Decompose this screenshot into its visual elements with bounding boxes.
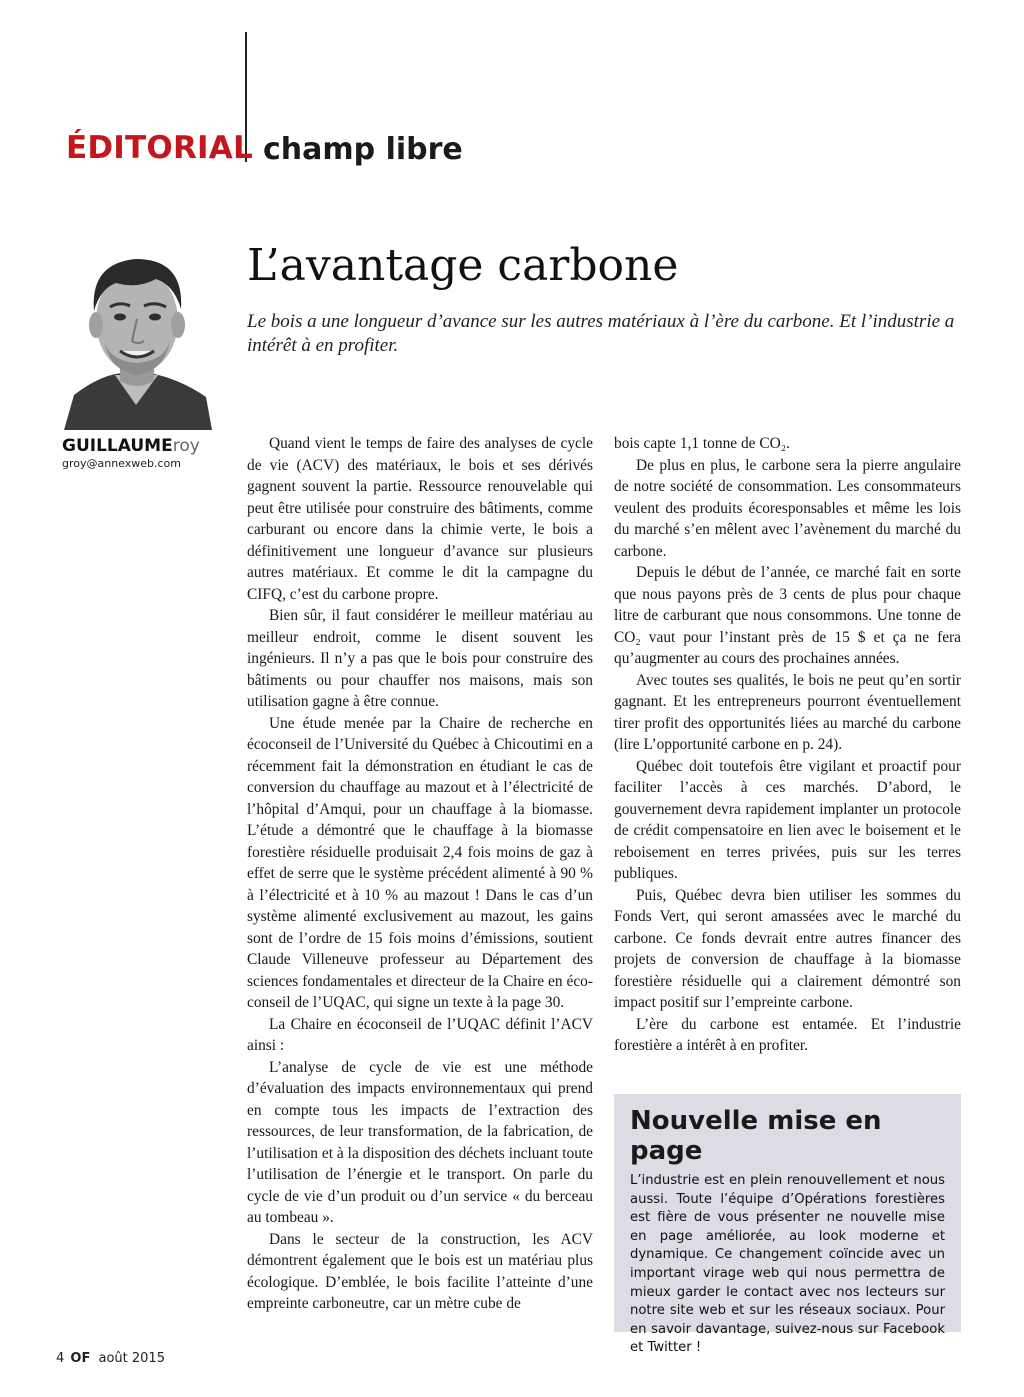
- body-paragraph-continued: bois capte 1,1 tonne de CO₂.: [614, 435, 790, 452]
- article-title: L’avantage carbone: [247, 240, 679, 291]
- issue-date: août 2015: [98, 1351, 165, 1366]
- body-column-left: [247, 433, 593, 1315]
- body-paragraph: Avec toutes ses qualités, le bois ne peut qu’en sortir gagnant. Et les entrepreneurs pourront éventuellement tirer profit des opportunités liées au marché du carbone (lire L’opportunité carbone en p. 24).: [614, 671, 961, 753]
- author-last-name: roy: [172, 436, 200, 456]
- author-name: [62, 436, 200, 456]
- magazine-brand: OF: [70, 1351, 91, 1366]
- sidebar-box: [614, 1094, 961, 1356]
- sidebar-title: Nouvelle mise en page: [630, 1106, 882, 1166]
- page-footer: [56, 1351, 165, 1366]
- body-paragraph: Québec doit toutefois être vigilant et proactif pour faciliter l’accès à ces marchés. D’abord, le gouvernement devra rapidement implanter un protocole de crédit compensatoire en lien avec le boisement et le reboisement en terres privées, puis sur les terres publiques.: [614, 757, 961, 882]
- body-paragraph: De plus en plus, le carbone sera la pierre angulaire de notre société de consommation. Les consommateurs veulent des produits écoresponsables et même les lois du marché s’en mêlent avec l’avènement du marché du carbone.: [614, 456, 961, 560]
- author-email: groy@annexweb.com: [62, 457, 182, 470]
- body-paragraph: L’analyse de cycle de vie est une méthode d’évaluation des impacts environnementaux qui prend en compte tous les impacts de l’extraction des ressources, de leur transformation, de la fabrication, de l’utilisation et à la disposition des déchets incluant toute l’utilisation de l’énergie et le transport. On parle du cycle de vie d’un produit ou d’un service « du berceau au tombeau ».: [247, 1058, 593, 1226]
- sidebar-text: L’industrie est en plein renouvellement et nous aussi. Toute l’équipe d’Opérations forestières est fière de vous présenter ne nouvelle mise en page améliorée, au look moderne et dynamique. Ce changement coïncide avec un important virage web qui nous permettra de mieux garder le contact avec nos lecteurs sur notre site web et sur les réseaux sociaux. Pour en savoir davantage, suivez-nous sur Facebook et Twitter !: [630, 1173, 945, 1356]
- author-photo: [60, 245, 212, 430]
- body-paragraph: Puis, Québec devra bien utiliser les sommes du Fonds Vert, qui seront amassées avec le marché du carbone. Ce fonds devrait entre autres financer des projets de conversion de chauffage à la biomasse forestière résiduelle qui a clairement démontré son impact positif sur l’empreinte carbone.: [614, 886, 961, 1011]
- body-paragraph: Quand vient le temps de faire des analyses de cycle de vie (ACV) des matériaux, le bois et ses dérivés gagnent souvent la partie. Ressource renouvelable qui peut être utilisée pour construire des bâtiments, comme carburant ou encore dans la chimie verte, le bois a définitivement une longueur d’avance sur plusieurs autres matériaux. Et comme le dit la campagne du CIFQ, c’est du carbone propre.: [247, 435, 593, 603]
- body-paragraph: L’ère du carbone est entamée. Et l’industrie forestière a intérêt à en profiter.: [614, 1015, 961, 1054]
- body-paragraph: Bien sûr, il faut considérer le meilleur matériau au meilleur endroit, comme le disent souvent les ingénieurs. Il n’y a pas que le bois pour construire des bâtiments ou pour chauffer nos maisons, mais son utilisation gagne à être connue.: [247, 607, 593, 710]
- body-paragraph: Depuis le début de l’année, ce marché fait en sorte que nous payons près de 3 cents de plus pour chaque litre de carburant que nous consommons. Une tonne de CO₂ vaut pour l’instant près de 15 $ et ça ne fera qu’augmenter au cours des prochaines années.: [614, 564, 961, 667]
- author-first-name: GUILLAUME: [62, 436, 173, 456]
- body-paragraph: Une étude menée par la Chaire de recherche en écoconseil de l’Université du Québec à Chicoutimi en a récemment fait la démonstration en étudiant le cas de conversion du chauffage au mazout et à l’électricité de l’hôpital d’Amqui, pour un chauffage à la biomasse. L’étude a démontré que le chauffage à la biomasse forestière résiduelle produisait 2,4 fois moins de gaz à effet de serre que le système précédent alimenté à 90 % à l’électricité et à 10 % au mazout ! Dans le cas d’un système alimenté exclusivement au mazout, les gains sont de l’ordre de 15 fois moins d’émissions, soutient Claude Villeneuve professeur au Département des sciences fondamentales et directeur de la Chaire en éco-conseil de l’UQAC, qui signe un texte à la page 30.: [247, 714, 593, 1011]
- body-column-right: [614, 433, 961, 1057]
- page-number: 4: [56, 1351, 65, 1366]
- body-paragraph: La Chaire en écoconseil de l’UQAC définit l’ACV ainsi :: [247, 1015, 593, 1054]
- section-sublabel: champ libre: [263, 132, 463, 167]
- body-paragraph: Dans le secteur de la construction, les ACV démontrent également que le bois est un matériau plus écologique. D’emblée, le bois facilite l’atteinte d’une empreinte carboneutre, car un mètre cube de: [247, 1230, 593, 1312]
- section-label: ÉDITORIAL: [66, 130, 253, 166]
- article-deck: Le bois a une longueur d’avance sur les autres matériaux à l’ère du carbone. Et l’industrie a intérêt à en profiter.: [247, 311, 955, 356]
